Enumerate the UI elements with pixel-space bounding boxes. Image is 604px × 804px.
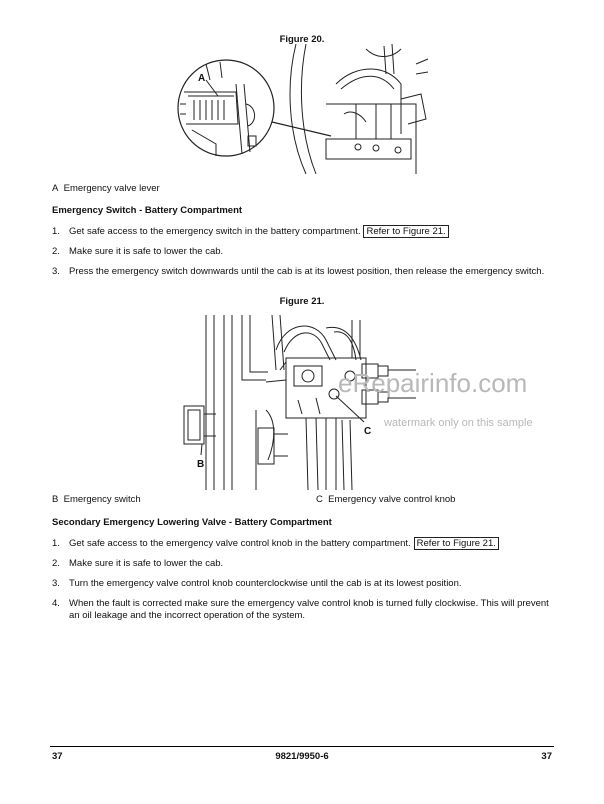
step-number: 2.	[52, 558, 60, 569]
legend-letter-b: B	[52, 494, 59, 505]
watermark-site: eRepairinfo.com	[338, 368, 528, 398]
step-number: 3.	[52, 266, 60, 277]
step-text: Make sure it is safe to lower the cab.	[69, 558, 224, 569]
figure-21-legend-b	[52, 494, 272, 505]
step-number: 4.	[52, 598, 60, 609]
figure-21-legend-c	[316, 494, 546, 505]
figure-20-illustration	[176, 44, 432, 176]
section-heading-emergency-switch: Emergency Switch - Battery Compartment	[52, 205, 243, 216]
footer-page-number-left: 37	[52, 751, 63, 762]
step-text: Get safe access to the emergency switch in the battery compartment.	[69, 226, 361, 237]
step-number: 1.	[52, 226, 60, 237]
step-number: 2.	[52, 246, 60, 257]
section-heading-secondary-lowering-valve: Secondary Emergency Lowering Valve - Battery Compartment	[52, 517, 332, 528]
legend-letter-a: A	[52, 183, 59, 194]
refer-to-figure-21-link[interactable]: Refer to Figure 21.	[414, 537, 499, 550]
figure-21-title: Figure 21.	[279, 296, 325, 307]
step-text: When the fault is corrected make sure the emergency valve control knob is turned fully clockwise. This will prevent an oil leakage and the incorrect operation of the system.	[69, 598, 549, 621]
step-number: 3.	[52, 578, 60, 589]
figure-21-callout-c: C	[364, 426, 372, 437]
figure-20-title: Figure 20.	[279, 34, 325, 45]
figure-21-callout-b: B	[197, 459, 205, 470]
step-text: Press the emergency switch downwards until the cab is at its lowest position, then release the emergency switch.	[69, 266, 545, 277]
legend-text-c: Emergency valve control knob	[328, 494, 456, 505]
watermark-note: watermark only on this sample	[384, 417, 533, 429]
figure-20-callout-a: A	[198, 73, 206, 84]
figure-21-illustration	[176, 310, 432, 490]
footer-document-number: 9821/9950-6	[275, 751, 329, 762]
step-text: Turn the emergency valve control knob counterclockwise until the cab is at its lowest position.	[69, 578, 462, 589]
legend-text-b: Emergency switch	[63, 494, 141, 505]
step-number: 1.	[52, 538, 60, 549]
refer-to-figure-21-link[interactable]: Refer to Figure 21.	[363, 225, 448, 238]
step-text: Get safe access to the emergency valve control knob in the battery compartment.	[69, 538, 411, 549]
figure-20-legend	[52, 183, 352, 194]
footer-rule	[50, 746, 554, 747]
step-text: Make sure it is safe to lower the cab.	[69, 246, 224, 257]
footer-page-number-right: 37	[541, 751, 552, 762]
legend-letter-c: C	[316, 494, 323, 505]
legend-text-a: Emergency valve lever	[63, 183, 160, 194]
